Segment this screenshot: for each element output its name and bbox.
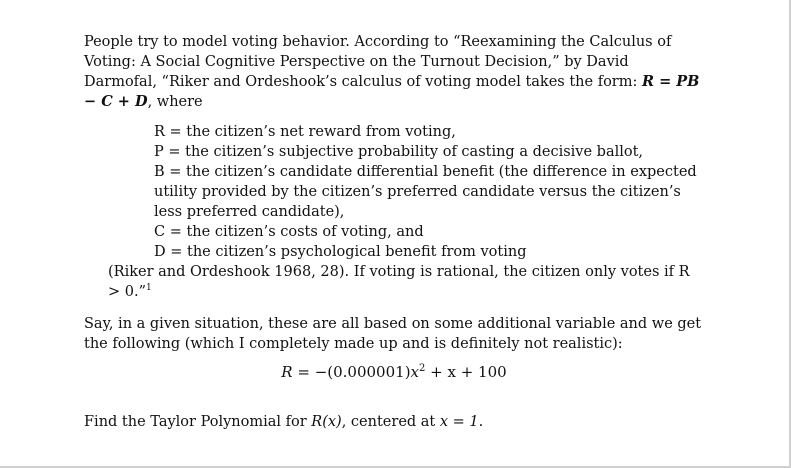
reward-equation [84, 362, 704, 382]
document-body [84, 32, 704, 432]
task-text: Find the Taylor Polynomial for [84, 414, 312, 430]
intro-text: People try to model voting behavior. According to “Reexamining the Calculus of Voting: A Social Cognitive Perspective on the Turnout Decision,” by David Darmofal, “Riker and Ordeshook’s calculus of voting model takes the form: [84, 34, 672, 90]
scenario-paragraph: Say, in a given situation, these are all based on some additional variable and we get the following (which I completely made up and is definitely not realistic): [84, 316, 702, 352]
definition-c: C = the citizen’s costs of voting, and [154, 224, 424, 240]
task-function: R(x) [311, 414, 342, 430]
task-middle: , centered at [341, 414, 440, 430]
equation-variable: x [410, 363, 420, 381]
voting-formula: R = PB − C + D [84, 73, 700, 110]
definition-p: P = the citizen’s subjective probability of casting a decisive ballot, [154, 144, 644, 160]
intro-suffix: , where [147, 94, 203, 110]
task-paragraph [84, 412, 704, 432]
task-center: x = 1 [439, 414, 479, 430]
intro-paragraph [84, 32, 704, 112]
citation [108, 262, 704, 302]
citation-text: (Riker and Ordeshook 1968, 28). If voting is rational, the citizen only votes if R > 0.” [108, 264, 690, 300]
equation-rest: + x + 100 [425, 363, 507, 381]
equation-lhs: R [281, 363, 293, 381]
definition-r: R = the citizen’s net reward from voting, [154, 124, 456, 140]
task-end: . [478, 414, 484, 430]
definitions-list [154, 122, 704, 262]
definition-b: B = the citizen’s candidate differential benefit (the difference in expected utility provided by the citizen’s preferred candidate versus the citizen’s less preferred candidate), [154, 164, 697, 220]
equation-coefficient: = −(0.000001) [292, 363, 411, 381]
footnote-marker: 1 [146, 283, 152, 294]
definition-d: D = the citizen’s psychological benefit from voting [154, 244, 527, 260]
equation-exponent: 2 [419, 363, 426, 374]
